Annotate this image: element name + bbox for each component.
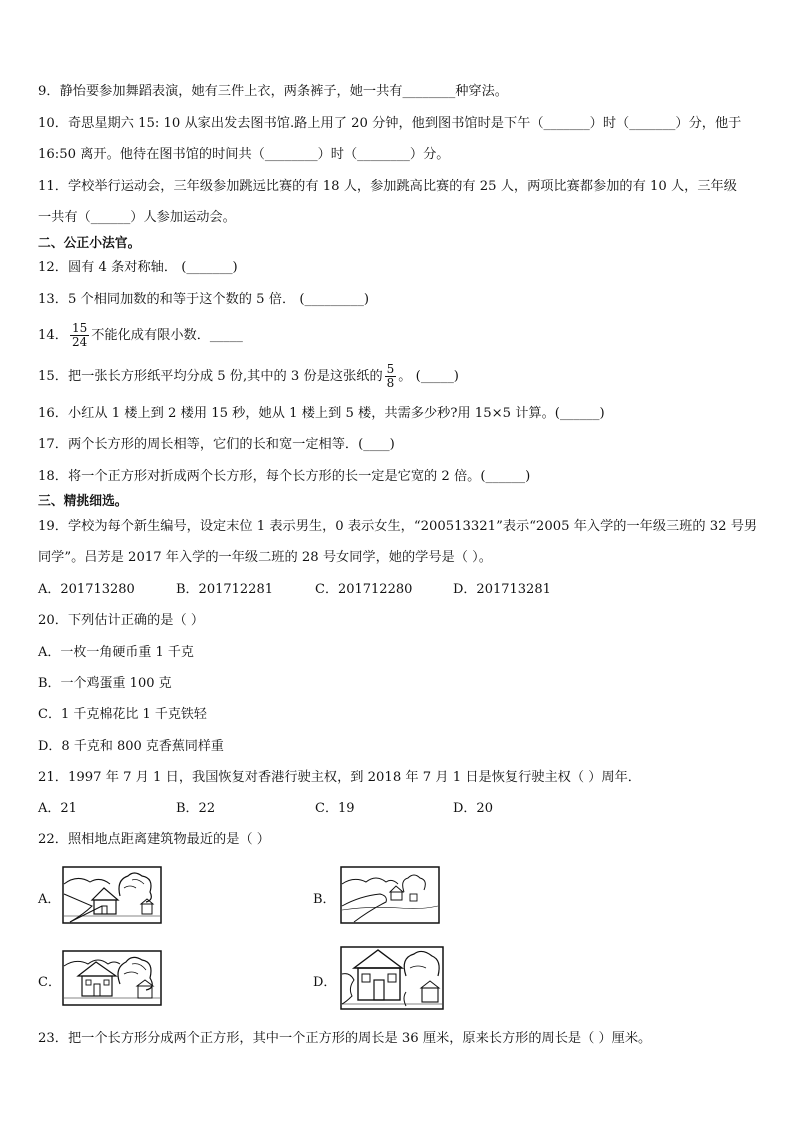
q20-option-a: A．一枚一角硬币重 1 千克 <box>38 645 194 660</box>
q21-option-b: B．22 <box>176 801 216 816</box>
question-16: 16．小红从 1 楼上到 2 楼用 15 秒，她从 1 楼上到 5 楼，共需多少秒?用 15×5 计算。(______) <box>38 406 605 421</box>
q22-option-b-label: B． <box>313 892 336 907</box>
fraction-numerator: 15 <box>71 321 88 335</box>
question-11-line-1: 11．学校举行运动会，三年级参加跳远比赛的有 18 人，参加跳高比赛的有 25 人，两项比赛都参加的有 10 人，三年级 <box>38 179 737 194</box>
question-14-suffix: 不能化成有限小数．_____ <box>91 328 243 343</box>
fraction-denominator: 24 <box>71 335 88 349</box>
question-19-line-2: 同学”。吕芳是 2017 年入学的一年级二班的 28 号女同学，她的学号是（ ）。 <box>38 550 492 565</box>
question-15 <box>38 359 764 395</box>
question-22: 22．照相地点距离建筑物最近的是（ ） <box>38 832 270 847</box>
question-18: 18．将一个正方形对折成两个长方形，每个长方形的长一定是它宽的 2 倍。(______) <box>38 469 531 484</box>
question-21: 21．1997 年 7 月 1 日，我国恢复对香港行驶主权，到 2018 年 7 月 1 日是恢复行驶主权（ ）周年． <box>38 770 641 785</box>
question-11-line-2: 一共有（______）人参加运动会。 <box>38 210 236 225</box>
house-photo-a-image <box>62 866 162 924</box>
question-15-prefix: 15．把一张长方形纸平均分成 5 份,其中的 3 份是这张纸的 <box>38 369 383 384</box>
question-14-prefix: 14． <box>38 328 68 343</box>
question-20: 20．下列估计正确的是（ ） <box>38 613 205 628</box>
question-19-line-1: 19．学校为每个新生编号，设定末位 1 表示男生，0 表示女生，“200513321”表示“2005 年入学的一年级三班的 32 号男 <box>38 519 758 534</box>
fraction-numerator: 5 <box>386 362 395 376</box>
house-photo-d-image <box>340 946 444 1010</box>
q19-option-c: C．201712280 <box>315 582 413 597</box>
q19-option-a: A．201713280 <box>38 582 135 597</box>
section-2-heading: 二、公正小法官。 <box>38 236 141 251</box>
q22-option-a-label: A． <box>38 892 61 907</box>
question-10-line-2: 16:50 离开。他待在图书馆的时间共（________）时（________）分。 <box>38 147 450 162</box>
question-10-line-1: 10．奇思星期六 15: 10 从家出发去图书馆.路上用了 20 分钟，他到图书馆时是下午（_______）时（_______）分，他于 <box>38 116 742 131</box>
q21-option-d: D．20 <box>453 801 493 816</box>
question-17: 17．两个长方形的周长相等，它们的长和宽一定相等．(____) <box>38 437 395 452</box>
q19-option-d: D．201713281 <box>453 582 551 597</box>
question-9: 9．静怡要参加舞蹈表演，她有三件上衣，两条裤子，她一共有________种穿法。 <box>38 84 508 99</box>
q21-option-a: A．21 <box>38 801 77 816</box>
q20-option-b: B．一个鸡蛋重 100 克 <box>38 676 172 691</box>
q21-option-c: C．19 <box>315 801 355 816</box>
question-13: 13．5 个相同加数的和等于这个数的 5 倍． (_________) <box>38 292 369 307</box>
section-3-heading: 三、精挑细选。 <box>38 494 128 509</box>
question-14 <box>38 318 764 354</box>
question-15-suffix: 。 (_____) <box>398 369 459 384</box>
q20-option-d: D．8 千克和 800 克香蕉同样重 <box>38 739 224 754</box>
fraction-denominator: 8 <box>386 376 395 390</box>
house-photo-c-image <box>62 950 162 1006</box>
question-23: 23．把一个长方形分成两个正方形，其中一个正方形的周长是 36 厘米，原来长方形的周长是（ ）厘米。 <box>38 1031 652 1046</box>
question-12: 12．圆有 4 条对称轴． (_______) <box>38 260 238 275</box>
q20-option-c: C．1 千克棉花比 1 千克铁轻 <box>38 707 207 722</box>
q19-option-b: B．201712281 <box>176 582 273 597</box>
q22-option-d-label: D． <box>313 975 337 990</box>
fraction-5-8 <box>385 363 397 390</box>
fraction-15-24 <box>70 322 89 349</box>
house-photo-b-image <box>340 866 440 924</box>
q22-option-c-label: C． <box>38 975 61 990</box>
